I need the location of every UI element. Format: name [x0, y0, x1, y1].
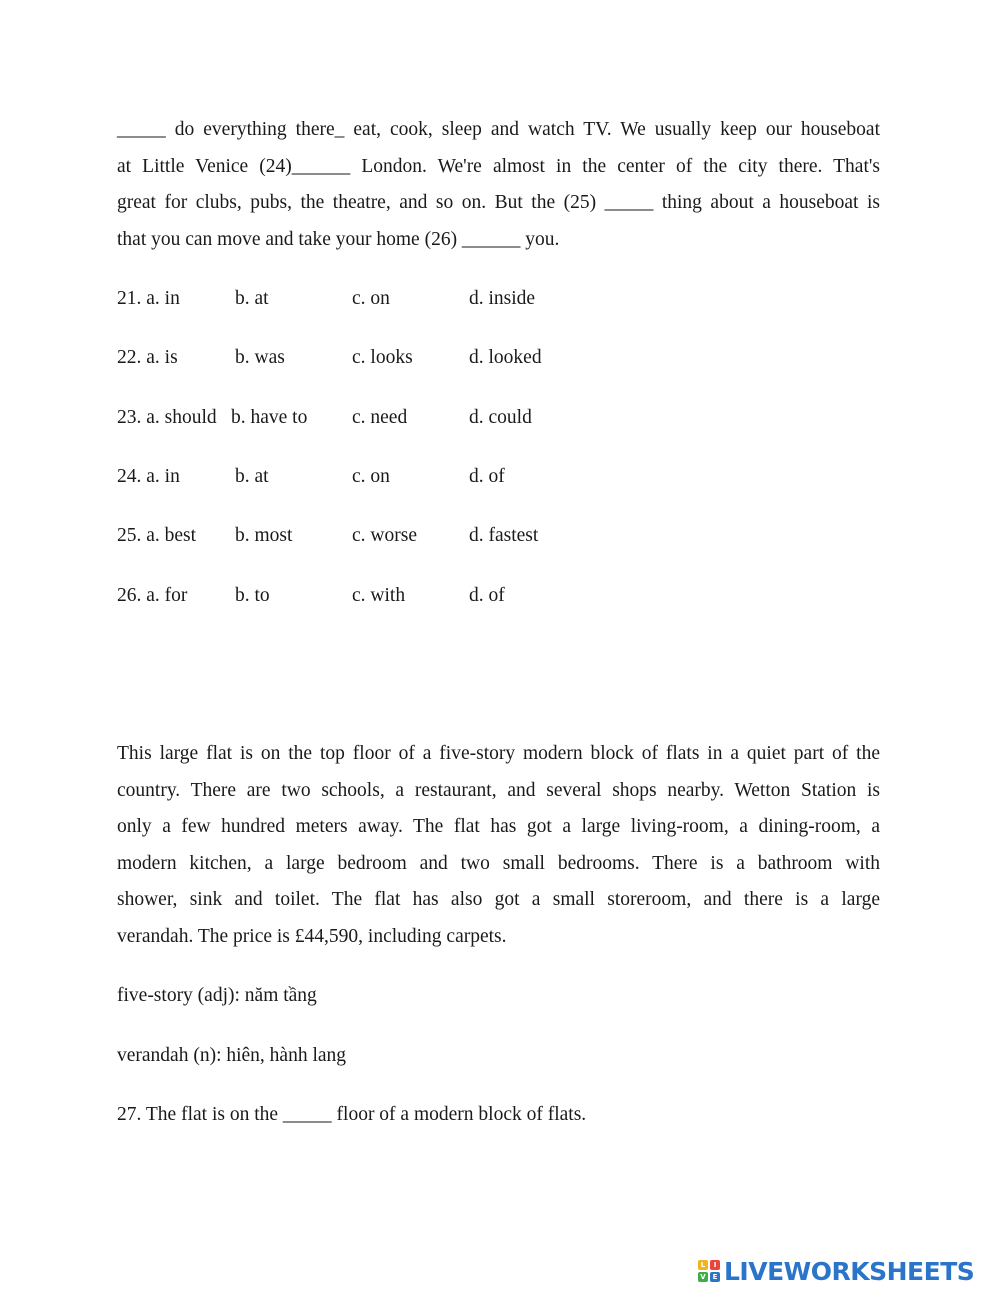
logo-text: LIVEWORKSHEETS: [724, 1256, 975, 1286]
logo-block: I: [710, 1260, 720, 1270]
logo-block: V: [698, 1272, 708, 1282]
passage-line: modern kitchen, a large bedroom and two small bedrooms. There is a bathroom with: [117, 852, 880, 874]
passage-line: country. There are two schools, a restaurant, and several shops nearby. Wetton Station is: [117, 779, 880, 801]
logo-block: L: [698, 1260, 708, 1270]
logo-block: E: [710, 1272, 720, 1282]
question-number-option-a: 21. a. in: [117, 288, 180, 309]
passage-houseboat: [117, 112, 880, 258]
passage-line: verandah. The price is £44,590, including carpets.: [117, 925, 507, 947]
logo-blocks-icon: [698, 1260, 720, 1282]
option-d: d. of: [469, 466, 505, 487]
option-c: c. looks: [352, 347, 413, 368]
option-b: b. have to: [231, 407, 308, 428]
passage-line: at Little Venice (24)______ London. We're almost in the center of the city there. That's: [117, 155, 880, 177]
passage-line: that you can move and take your home (26) ______ you.: [117, 228, 560, 250]
passage-line: This large flat is on the top floor of a five-story modern block of flats in a quiet part of the: [117, 743, 880, 764]
question-number-option-a: 26. a. for: [117, 585, 188, 606]
option-c: c. on: [352, 466, 390, 487]
option-c: c. need: [352, 407, 408, 428]
option-d: d. of: [469, 585, 505, 606]
option-d: d. fastest: [469, 525, 539, 546]
question-number-option-a: 23. a. should: [117, 407, 217, 428]
option-d: d. inside: [469, 288, 536, 309]
passage-flat: [117, 736, 880, 956]
option-b: b. at: [235, 288, 269, 309]
passage-line: great for clubs, pubs, the theatre, and so on. But the (25) _____ thing about a houseboat is: [117, 192, 880, 214]
question-number-option-a: 25. a. best: [117, 525, 197, 546]
passage-line: _____ do everything there_ eat, cook, sleep and watch TV. We usually keep our houseboat: [117, 119, 880, 140]
passage-line: only a few hundred meters away. The flat has got a large living-room, a dining-room, a: [117, 816, 880, 838]
option-d: d. looked: [469, 347, 542, 368]
option-b: b. most: [235, 525, 293, 546]
option-c: c. worse: [352, 525, 417, 546]
question-number-option-a: 24. a. in: [117, 466, 180, 487]
vocab-five-story: five-story (adj): năm tầng: [117, 985, 317, 1006]
option-c: c. on: [352, 288, 390, 309]
liveworksheets-logo[interactable]: [698, 1255, 974, 1287]
option-b: b. at: [235, 466, 269, 487]
question-number-option-a: 22. a. is: [117, 347, 178, 368]
question-27: 27. The flat is on the _____ floor of a modern block of flats.: [117, 1104, 587, 1125]
option-d: d. could: [469, 407, 532, 428]
passage-line: shower, sink and toilet. The flat has also got a small storeroom, and there is a large: [117, 889, 880, 911]
option-b: b. was: [235, 347, 285, 368]
vocab-verandah: verandah (n): hiên, hành lang: [117, 1045, 347, 1066]
option-b: b. to: [235, 585, 270, 606]
option-c: c. with: [352, 585, 406, 606]
